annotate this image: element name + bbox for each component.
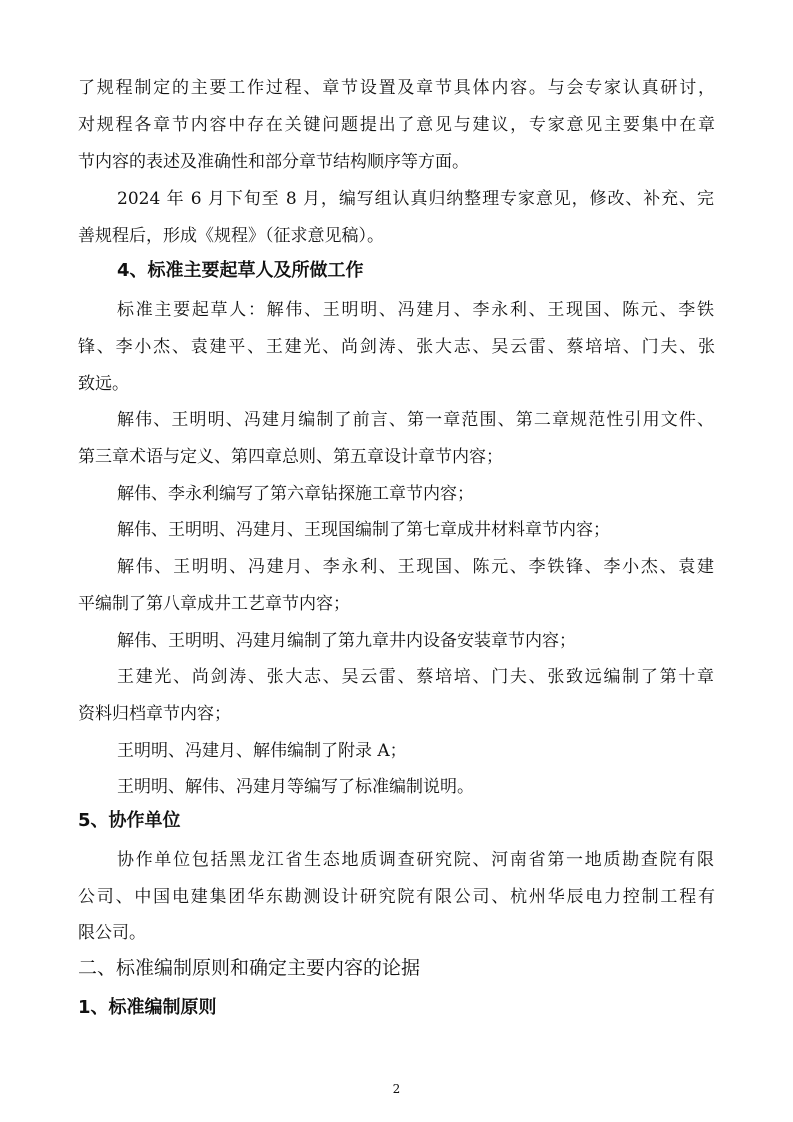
paragraph-line: 解伟、王明明、冯建月编制了第九章井内设备安装章节内容； [117, 631, 576, 651]
paragraph-line: 致远。 [78, 374, 129, 394]
paragraph-line: 锋、李小杰、袁建平、王建光、尚剑涛、张大志、吴云雷、蔡培培、门夫、张 [78, 337, 715, 357]
paragraph-line: 解伟、李永利编写了第六章钻探施工章节内容； [117, 484, 474, 504]
section-heading: 5、协作单位 [78, 810, 181, 831]
paragraph-line: 第三章术语与定义、第四章总则、第五章设计章节内容； [78, 447, 503, 467]
paragraph-line: 平编制了第八章成井工艺章节内容； [78, 594, 350, 614]
paragraph-line: 了规程制定的主要工作过程、章节设置及章节具体内容。与会专家认真研讨， [78, 78, 715, 98]
paragraph-line: 解伟、王明明、冯建月、王现国编制了第七章成井材料章节内容； [117, 520, 610, 540]
paragraph-line: 善规程后，形成《规程》（征求意见稿）。 [78, 226, 384, 246]
paragraph-line: 节内容的表述及准确性和部分章节结构顺序等方面。 [78, 152, 469, 172]
paragraph-line: 资料归档章节内容； [78, 704, 231, 724]
paragraph-line: 王明明、冯建月、解伟编制了附录 A； [117, 741, 407, 761]
paragraph-line: 解伟、王明明、冯建月编制了前言、第一章范围、第二章规范性引用文件、 [117, 410, 714, 430]
paragraph-line: 王建光、尚剑涛、张大志、吴云雷、蔡培培、门夫、张致远编制了第十章 [117, 667, 714, 687]
subsection-heading: 1、标准编制原则 [78, 997, 217, 1018]
section-heading: 4、标准主要起草人及所做工作 [117, 260, 364, 281]
paragraph-line: 王明明、解伟、冯建月等编写了标准编制说明。 [117, 777, 474, 797]
paragraph-line: 限公司。 [78, 923, 146, 943]
paragraph-line: 公司、中国电建集团华东勘测设计研究院有限公司、杭州华辰电力控制工程有 [78, 887, 715, 907]
paragraph-line: 2024 年 6 月下旬至 8 月，编写组认真归纳整理专家意见，修改、补充、完 [117, 189, 714, 209]
paragraph-line: 解伟、王明明、冯建月、李永利、王现国、陈元、李铁锋、李小杰、袁建 [117, 557, 714, 577]
chapter-heading: 二、标准编制原则和确定主要内容的论据 [78, 957, 421, 979]
paragraph-line: 协作单位包括黑龙江省生态地质调查研究院、河南省第一地质勘查院有限 [117, 850, 714, 870]
page-number: 2 [392, 1082, 401, 1096]
paragraph-line: 标准主要起草人：解伟、王明明、冯建月、李永利、王现国、陈元、李铁 [117, 300, 714, 320]
paragraph-line: 对规程各章节内容中存在关键问题提出了意见与建议，专家意见主要集中在章 [78, 115, 715, 135]
